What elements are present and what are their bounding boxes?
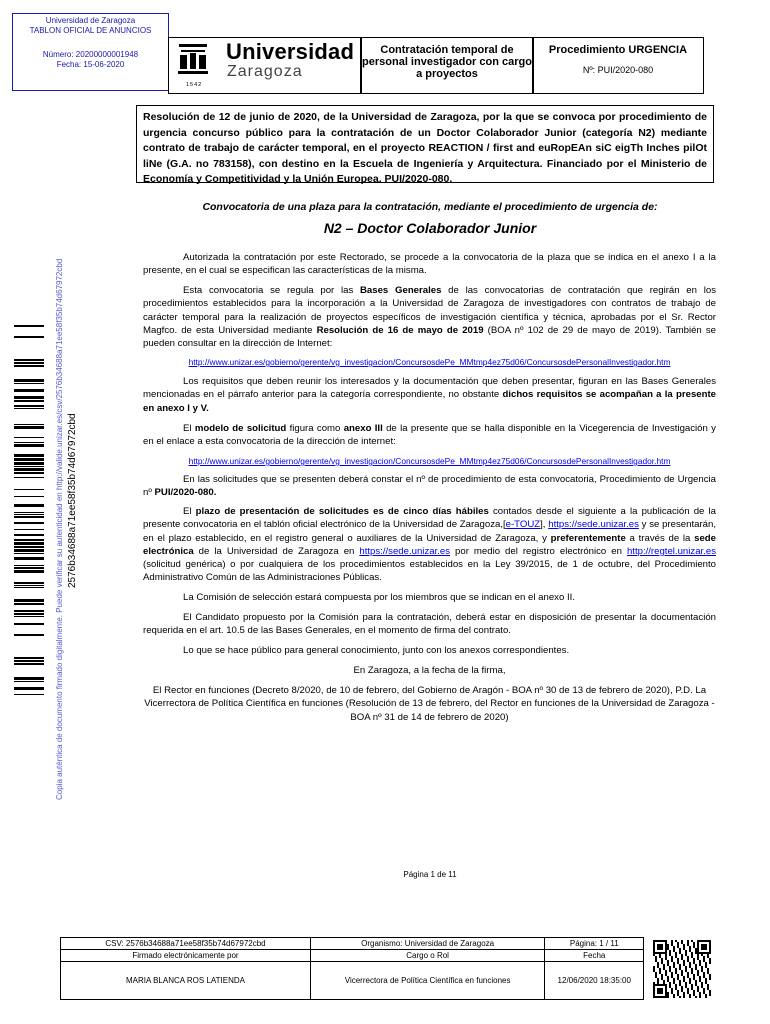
link-convocatoria[interactable]: http://www.unizar.es/gobierno/gerente/vg_investigacion/ConcursosdePe_MMtmp4ez75d06/ConcursosdePersonalInvestigador.htm <box>188 456 671 466</box>
paragraph-8: El Candidato propuesto por la Comisión para la contratación, deberá estar en disposición de presentar la documentación requerida en el art. 10.5 de las Bases Generales, en el momento de firma del contrato. <box>143 612 716 637</box>
barcode-icon <box>14 325 44 695</box>
footer-pagina: Página: 1 / 11 <box>545 938 644 950</box>
logo-year: 1542 <box>186 82 203 88</box>
procedure-title: Procedimiento URGENCIA <box>548 44 688 56</box>
paragraph-9: Lo que se hace público para general conocimiento, junto con los anexos correspondientes. <box>183 645 570 656</box>
footer-csv: CSV: 2576b34688a71ee58f35b74d67972cbd <box>61 938 311 950</box>
resolution-box: Resolución de 12 de junio de 2020, de la Universidad de Zaragoza, por la que se convoca por procedimiento de urgencia concurso público para la contratación de un Doctor Colaborador Junior (categoría N2) mediante contrato de trabajo de carácter temporal, en el proyecto REACTION / first and euRopEAn siC eigTh Inches pilOt liNe (G.A. no 783158), con destino en la Escuela de Ingeniería y Arquitectura. Financiado por el Ministerio de Economía y Competitividad y la Unión Europea. PUI/2020-080. <box>136 105 714 183</box>
link-sede-1[interactable]: https://sede.unizar.es <box>548 519 639 531</box>
footer-cargo-label: Cargo o Rol <box>310 950 544 962</box>
paragraph-7: La Comisión de selección estará compuesta por los miembros que se indican en el anexo II. <box>183 592 575 603</box>
document-title-box <box>360 37 534 94</box>
signature-table <box>60 937 713 1000</box>
paragraph-6: El plazo de presentación de solicitudes es de cinco días hábiles contados desde el siguiente a la publicación de la presente convocatoria en el tablón oficial electrónico de la Universidad de Zaragoza,[e-TOUZ], https://sede.unizar.es y se presentarán, en el plazo establecido, en el registro general o auxiliares de la Universidad de Zaragoza, y preferentemente a través de la sede electrónica de la Universidad de Zaragoza en https://sede.unizar.es por medio del registro electrónico en http://regtel.unizar.es (solicitud genérica) o por cualquiera de los procedimientos establecidos en la Ley 39/2015, de 1 de octubre, del Procedimiento Administrativo Común de las Administraciones Públicas. <box>143 506 717 584</box>
footer-organismo: Organismo: Universidad de Zaragoza <box>310 938 544 950</box>
university-crest-icon <box>176 42 210 80</box>
stamp-number: Número: 20200000001948 <box>42 50 139 59</box>
csv-code-vertical: 2576b34688a71ee58f35b74d67972cbd <box>67 413 78 588</box>
paragraph-4: El modelo de solicitud figura como anexo III de la presente que se halla disponible en la Vicegerencia de Investigación y en el enlace a esta convocatoria de la dirección de internet: <box>143 423 716 448</box>
signature-block: El Rector en funciones (Decreto 8/2020, de 10 de febrero, del Gobierno de Aragón - BOA nº 30 de 13 de febrero de 2020), P.D. La Vicerrectora de Política Científica en funciones (Resolución de 13 de febrero, del Rector en funciones de la Universidad de Zaragoza - BOA nº 31 de 14 de febrero de 2020) <box>144 685 715 723</box>
paragraph-5: En las solicitudes que se presenten deberá constar el nº de procedimiento de esta convocatoria, Procedimiento de Urgencia nº PUI/2020-080. <box>143 474 716 499</box>
logo-title: Universidad <box>226 39 355 64</box>
convocatoria-text: Convocatoria de una plaza para la contratación, mediante el procedimiento de urgencia de: <box>202 201 658 213</box>
link-bases[interactable]: http://www.unizar.es/gobierno/gerente/vg_investigacion/ConcursosdePe_MMtmp4ez75d06/ConcursosdePersonalInvestigador.htm <box>188 357 671 367</box>
procedure-box <box>532 37 704 94</box>
verification-text: Copia auténtica de documento firmado digitalmente. Puede verificar su autenticidad en http://valide.unizar.es/csv/2576b34688a71ee58f35b74d67972cbd <box>55 258 64 800</box>
stamp-university: Universidad de Zaragoza <box>45 16 136 25</box>
footer-cargo: Vicerrectora de Política Científica en funciones <box>310 962 544 1000</box>
footer-firmante: MARIA BLANCA ROS LATIENDA <box>61 962 311 1000</box>
footer-fecha-label: Fecha <box>545 950 644 962</box>
link-regtel[interactable]: http://regtel.unizar.es <box>626 545 716 557</box>
footer-firmado-label: Firmado electrónicamente por <box>61 950 311 962</box>
footer-fecha: 12/06/2020 18:35:00 <box>545 962 644 1000</box>
position-heading: N2 – Doctor Colaborador Junior <box>323 220 537 236</box>
page-number: Página 1 de 11 <box>403 870 457 879</box>
document-title: Contratación temporal de personal investigador con cargo a proyectos <box>362 44 532 80</box>
paragraph-1: Autorizada la contratación por este Rectorado, se procede a la convocatoria de la plaza que se indica en el anexo I a la presente, en el cual se especifican las características de la misma. <box>143 252 716 277</box>
place-date: En Zaragoza, a la fecha de la firma, <box>353 665 506 676</box>
stamp-date: Fecha: 15-06-2020 <box>56 60 125 69</box>
paragraph-3: Los requisitos que deben reunir los interesados y la documentación que deben presentar, figuran en las Bases Generales mencionadas en el párrafo anterior para la categoría correspondiente, no obstante dichos requisitos se acompañan a la presente en anexo I y V. <box>143 376 717 414</box>
logo-subtitle: Zaragoza <box>227 63 303 80</box>
procedure-number: Nº: PUI/2020-080 <box>582 65 654 75</box>
link-etouz[interactable]: e-TOUZ <box>505 519 541 531</box>
link-sede-2[interactable]: https://sede.unizar.es <box>359 545 451 557</box>
bulletin-stamp <box>12 13 169 91</box>
paragraph-2: Esta convocatoria se regula por las Bases Generales de las convocatorias de contratación que regirán en los procedimientos establecidos para la incorporación a la Universidad de Zaragoza de investigadores con contratos de trabajo de carácter temporal para la realización de proyectos específicos de investigación científica y técnica, aprobadas por el Sr. Rector Magfco. de esta Universidad mediante Resolución de 16 de mayo de 2019 (BOA nº 102 de 29 de mayo de 2019). También se pueden consultar en la dirección de Internet: <box>143 285 716 350</box>
qr-code-icon <box>653 940 711 998</box>
stamp-board: TABLON OFICIAL DE ANUNCIOS <box>29 26 152 35</box>
